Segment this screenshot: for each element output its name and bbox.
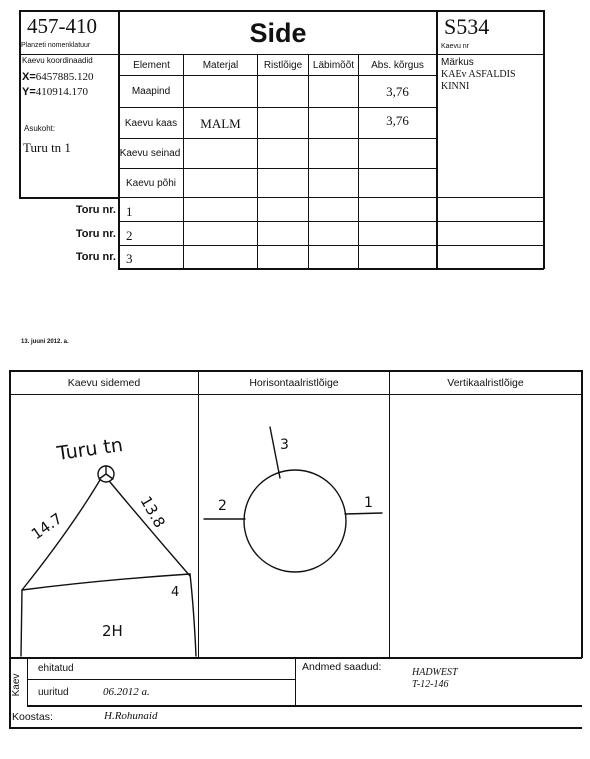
location-value: Turu tn 1 <box>23 140 71 155</box>
coord-x-value: 6457885.120 <box>35 71 94 83</box>
col-header-cross: Ristlõige <box>263 59 303 71</box>
corner-label: 4 <box>171 585 180 600</box>
row-element: Kaevu seinad <box>119 148 181 159</box>
col-header-element: Element <box>133 59 170 71</box>
kaev-side-label: Kaev <box>11 673 22 697</box>
sketch-col-header: Vertikaalristlõige <box>447 377 524 389</box>
pipe-1-label: 1 <box>364 495 373 511</box>
pipe-label: Toru nr. <box>75 204 116 216</box>
location-label: Asukoht: <box>24 124 56 133</box>
pipe-value: 2 <box>126 228 133 243</box>
street-label: Turu tn <box>55 433 125 465</box>
well-id-label: Kaevu nr <box>441 43 470 50</box>
pipe-label: Toru nr. <box>75 251 116 263</box>
built-label: ehitatud <box>38 663 74 674</box>
source-label: Andmed saadud: <box>302 661 382 673</box>
composed-label: Koostas: <box>12 711 53 723</box>
coord-x-label: X= <box>22 71 36 83</box>
sheet-number: 457-410 <box>27 14 97 38</box>
building-label: 2H <box>102 622 123 640</box>
pipe-label: Toru nr. <box>75 228 116 240</box>
sketch-col-header: Kaevu sidemed <box>67 377 141 389</box>
composed-value: H.Rohunaid <box>104 710 158 722</box>
page-title: Side <box>249 17 307 48</box>
sketch-col-header: Horisontaalristlõige <box>249 377 339 389</box>
well-id: S534 <box>444 14 490 39</box>
col-header-diameter: Läbimõõt <box>312 59 355 71</box>
coord-y-label: Y= <box>22 86 36 98</box>
notes-value: KAEv ASFALDIS KINNI <box>441 69 516 92</box>
pipe-value: 3 <box>126 251 133 266</box>
document-date: 13. juuni 2012. a. <box>21 339 69 345</box>
surveyed-value: 06.2012 a. <box>103 686 150 698</box>
distance-right: 13.8 <box>136 493 169 531</box>
col-header-material: Materjal <box>202 59 239 71</box>
pipe-2-label: 2 <box>218 498 227 514</box>
distance-left: 14.7 <box>27 509 66 544</box>
col-header-height: Abs. kõrgus <box>371 59 424 71</box>
row-height: 3,76 <box>386 84 409 99</box>
notes-label: Märkus <box>441 57 474 68</box>
coords-label: Kaevu koordinaadid <box>22 56 93 65</box>
row-element: Kaevu kaas <box>124 117 178 129</box>
row-material: MALM <box>200 116 241 131</box>
sheet-number-label: Planzeti nomenklatuur <box>21 42 91 49</box>
pipe-value: 1 <box>126 204 133 219</box>
pipe-3-label: 3 <box>280 437 289 453</box>
row-element: Maapind <box>131 86 171 97</box>
coord-y-value: 410914.170 <box>35 86 89 98</box>
source-code: T-12-146 <box>412 679 449 690</box>
source-value: HADWEST <box>412 667 458 678</box>
row-element: Kaevu põhi <box>125 177 177 189</box>
surveyed-label: uuritud <box>38 687 69 698</box>
row-height: 3,76 <box>386 113 409 128</box>
